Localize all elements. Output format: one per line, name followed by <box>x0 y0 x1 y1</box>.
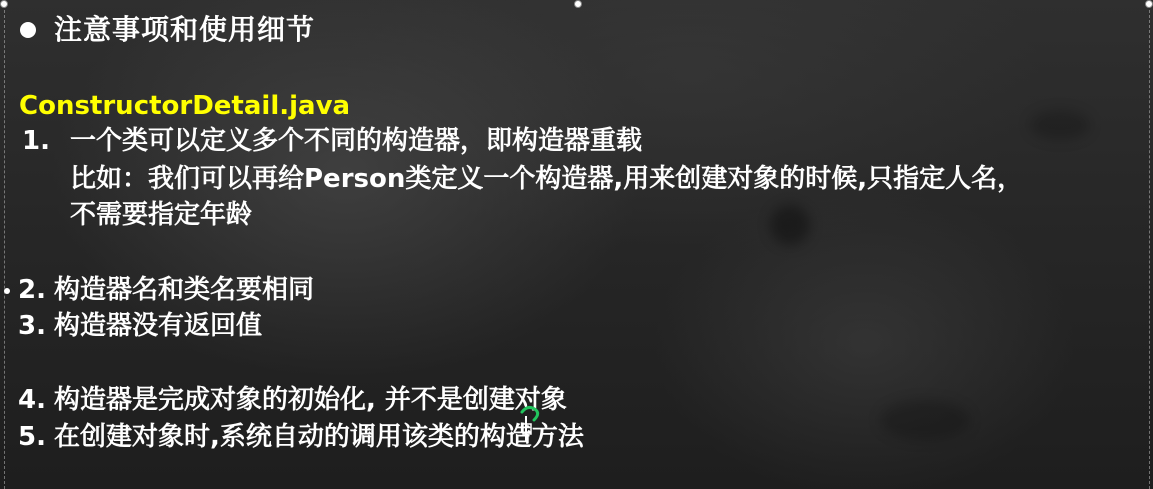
chalk-smudge <box>1030 110 1090 140</box>
selection-handle[interactable] <box>0 0 8 8</box>
item-number: 3. <box>18 311 46 341</box>
list-item <box>18 273 314 307</box>
mouse-cursor-icon <box>518 402 542 444</box>
item-number: 2. <box>18 275 46 305</box>
list-item <box>22 124 642 158</box>
list-item <box>18 383 567 417</box>
item-number: 4. <box>18 385 46 415</box>
bullet-dot-icon <box>4 288 10 294</box>
item-text: 构造器名和类名要相同 <box>54 275 315 305</box>
list-item <box>70 198 252 232</box>
slide-guide-line <box>4 0 5 489</box>
filename-label: ConstructorDetail.java <box>19 91 351 121</box>
item-text: 不需要指定年龄 <box>70 200 253 230</box>
chalk-smudge <box>770 205 810 245</box>
heading-text: 注意事项和使用细节 <box>54 13 316 46</box>
slide-guide-line <box>1149 0 1150 489</box>
item-text: 比如：我们可以再给Person类定义一个构造器,用来创建对象的时候,只指定人名， <box>70 164 1024 194</box>
item-number: 1. <box>22 126 50 156</box>
item-text: 在创建对象时,系统自动的调用该类的构造方法 <box>54 422 584 452</box>
list-item <box>18 420 584 454</box>
list-item <box>70 162 1023 196</box>
bullet-dot-icon <box>20 22 36 38</box>
chalk-smudge <box>880 400 970 440</box>
selection-handle[interactable] <box>1145 0 1153 8</box>
list-item <box>18 309 262 343</box>
slide-heading <box>18 12 315 48</box>
item-text: 构造器是完成对象的初始化, 并不是创建对象 <box>54 385 567 415</box>
item-text: 一个类可以定义多个不同的构造器，即构造器重载 <box>70 126 643 156</box>
item-text: 构造器没有返回值 <box>54 311 263 341</box>
item-number: 5. <box>18 422 46 452</box>
selection-handle[interactable] <box>574 0 582 8</box>
